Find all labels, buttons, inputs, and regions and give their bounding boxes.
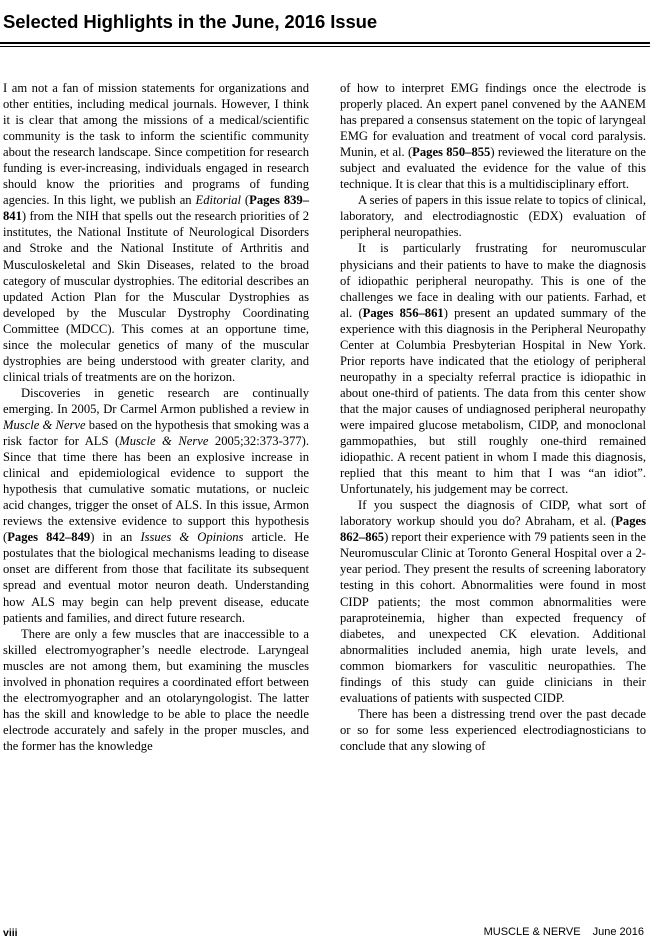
text-run: article. He postulates that the biological mechanisms leading to disease onset are different from those that facilitate its subsequent spread and eventual motor neuron death. Understanding how ALS may begin can help prevent disease, educate patients and families, and direct future research. xyxy=(3,530,309,625)
text-run: A series of papers in this issue relate to topics of clinical, laboratory, and electrodiagnostic (EDX) evaluation of peripheral neuropathies. xyxy=(340,193,646,240)
paragraph xyxy=(3,385,309,626)
page-reference: Pages 850–855 xyxy=(412,145,491,160)
page-reference: Pages 842–849 xyxy=(7,530,91,545)
text-run: There are only a few muscles that are inaccessible to a skilled electromyographer’s needle electrode. Laryngeal muscles are not among them, but examining the muscles involved in phonation requires a coordinated effort between the electromyographer and an otolaryngologist. The latter has the skill and knowledge to be able to place the needle electrode accurately and safely in the proper muscles, and the former has the knowledge xyxy=(3,626,309,753)
text-run: 2005;32:373-377). Since that time there has been an explosive increase in clinical and epidemiological evidence to support the hypothesis that cumulative somatic mutations, or nucleic acid changes, trigger the onset of ALS. In this issue, Armon reviews the extensive evidence to support this hypothesis ( xyxy=(3,434,310,545)
text-run: ) in an xyxy=(90,530,141,545)
paragraph xyxy=(3,626,309,754)
right-text-column xyxy=(340,80,646,754)
page-reference: Pages 862–865 xyxy=(340,514,646,545)
text-run: ( xyxy=(241,193,250,208)
text-run: It is particularly frustrating for neuromuscular physicians and their patients to have to make the diagnosis of idiopathic peripheral neuropathy. This is one of the challenges we face in dealing with our patients. Farhad, et al. ( xyxy=(340,241,646,320)
italic-text: Muscle & Nerve xyxy=(119,434,209,449)
page-title: Selected Highlights in the June, 2016 Issue xyxy=(3,11,378,32)
page-reference: Pages 839–841 xyxy=(3,193,310,224)
text-run: ) report their experience with 79 patients seen in the Neuromuscular Clinic at Toronto General Hospital over a 2-year period. They present the results of screening laboratory testing in this cohort. Abnormalities were found in most CIDP patients; the most common abnormalities were paraproteinemia, higher than expected frequency of diabetes, and unexpected CK elevation. Additional abnormalities included anemia, high urate levels, and common biomarkers for vasculitic neuropathies. The findings of this study can guide clinicians in their evaluations of patients with suspected CIDP. xyxy=(340,530,647,705)
text-run: based on the hypothesis that smoking was a risk factor for ALS ( xyxy=(3,417,309,449)
paragraph xyxy=(340,80,646,192)
text-run: of how to interpret EMG findings once the electrode is properly placed. An expert panel convened by the AANEM has prepared a consensus statement on the topic of laryngeal EMG for evaluation and treatment of vocal cord paralysis. Munin, et al. ( xyxy=(340,81,646,160)
text-run: If you suspect the diagnosis of CIDP, what sort of laboratory workup should you do? Abraham, et al. ( xyxy=(340,498,646,529)
text-run: ) from the NIH that spells out the research priorities of 2 institutes, the National Institute of Neurological Disorders and Stroke and the National Institute of Arthritis and Musculoskeletal and Skin Diseases, related to the broad category of muscular dystrophies. The editorial describes an updated Action Plan for the Muscular Dystrophies as developed by the Muscular Dystrophy Coordinating Committee (MDCC). This comes at an opportune time, since the molecular genetics of many of the muscular dystrophies are being understood with greater clarity, and clinical trials of treatments are on the horizon. xyxy=(3,209,309,384)
text-run: ) reviewed the literature on the subject and evaluated the evidence for the value of this technique. It is clear that this is a multidisciplinary effort. xyxy=(340,145,647,192)
italic-text: Editorial xyxy=(195,193,241,208)
text-run: I am not a fan of mission statements for organizations and other entities, including medical journals. However, I think it is clear that among the missions of a medical/scientific community is the task to inform the scientific community about the research landscape. Since competition for research funding is ever-increasing, individuals engaged in research should know the priorities and programs of funding agencies. In this light, we publish an xyxy=(3,81,309,208)
journal-name: MUSCLE & NERVE xyxy=(483,926,581,938)
running-footer xyxy=(484,926,644,938)
text-run: There has been a distressing trend over the past decade or so for some less experienced electrodiagnosticians to conclude that any slowing of xyxy=(340,706,646,753)
italic-text: Muscle & Nerve xyxy=(3,417,86,432)
paragraph xyxy=(340,240,646,497)
paragraph xyxy=(340,192,646,240)
left-text-column xyxy=(3,80,309,754)
paragraph xyxy=(340,706,646,754)
paragraph xyxy=(3,80,309,385)
page-number: viii xyxy=(3,927,18,939)
text-run: Discoveries in genetic research are continually emerging. In 2005, Dr Carmel Armon published a review in xyxy=(3,385,309,416)
page-reference: Pages 856–861 xyxy=(362,305,444,320)
header-rule-thin xyxy=(0,46,650,47)
paragraph xyxy=(340,497,646,706)
issue-date: June 2016 xyxy=(592,926,644,938)
text-run: ) present an updated summary of the experience with this diagnosis in the Peripheral Neuropathy Center at Columbia Presbyterian Hospital in New York. Prior reports have indicated that the etiology of peripheral neuropathy in a specialty referral practice is idiopathic in about one-third of patients. The data from this center show that the major causes of undiagnosed peripheral neuropathy were impaired glucose metabolism, CIDP, and monoclonal gammopathies, but still roughly one-third remained idiopathic. A recent patient in whom I made this diagnosis, replied that this meant to him that I was “an idiot”. Unfortunately, his judgement may be correct. xyxy=(340,305,646,497)
italic-text: Issues & Opinions xyxy=(140,530,244,545)
header-rule-thick xyxy=(0,42,650,44)
